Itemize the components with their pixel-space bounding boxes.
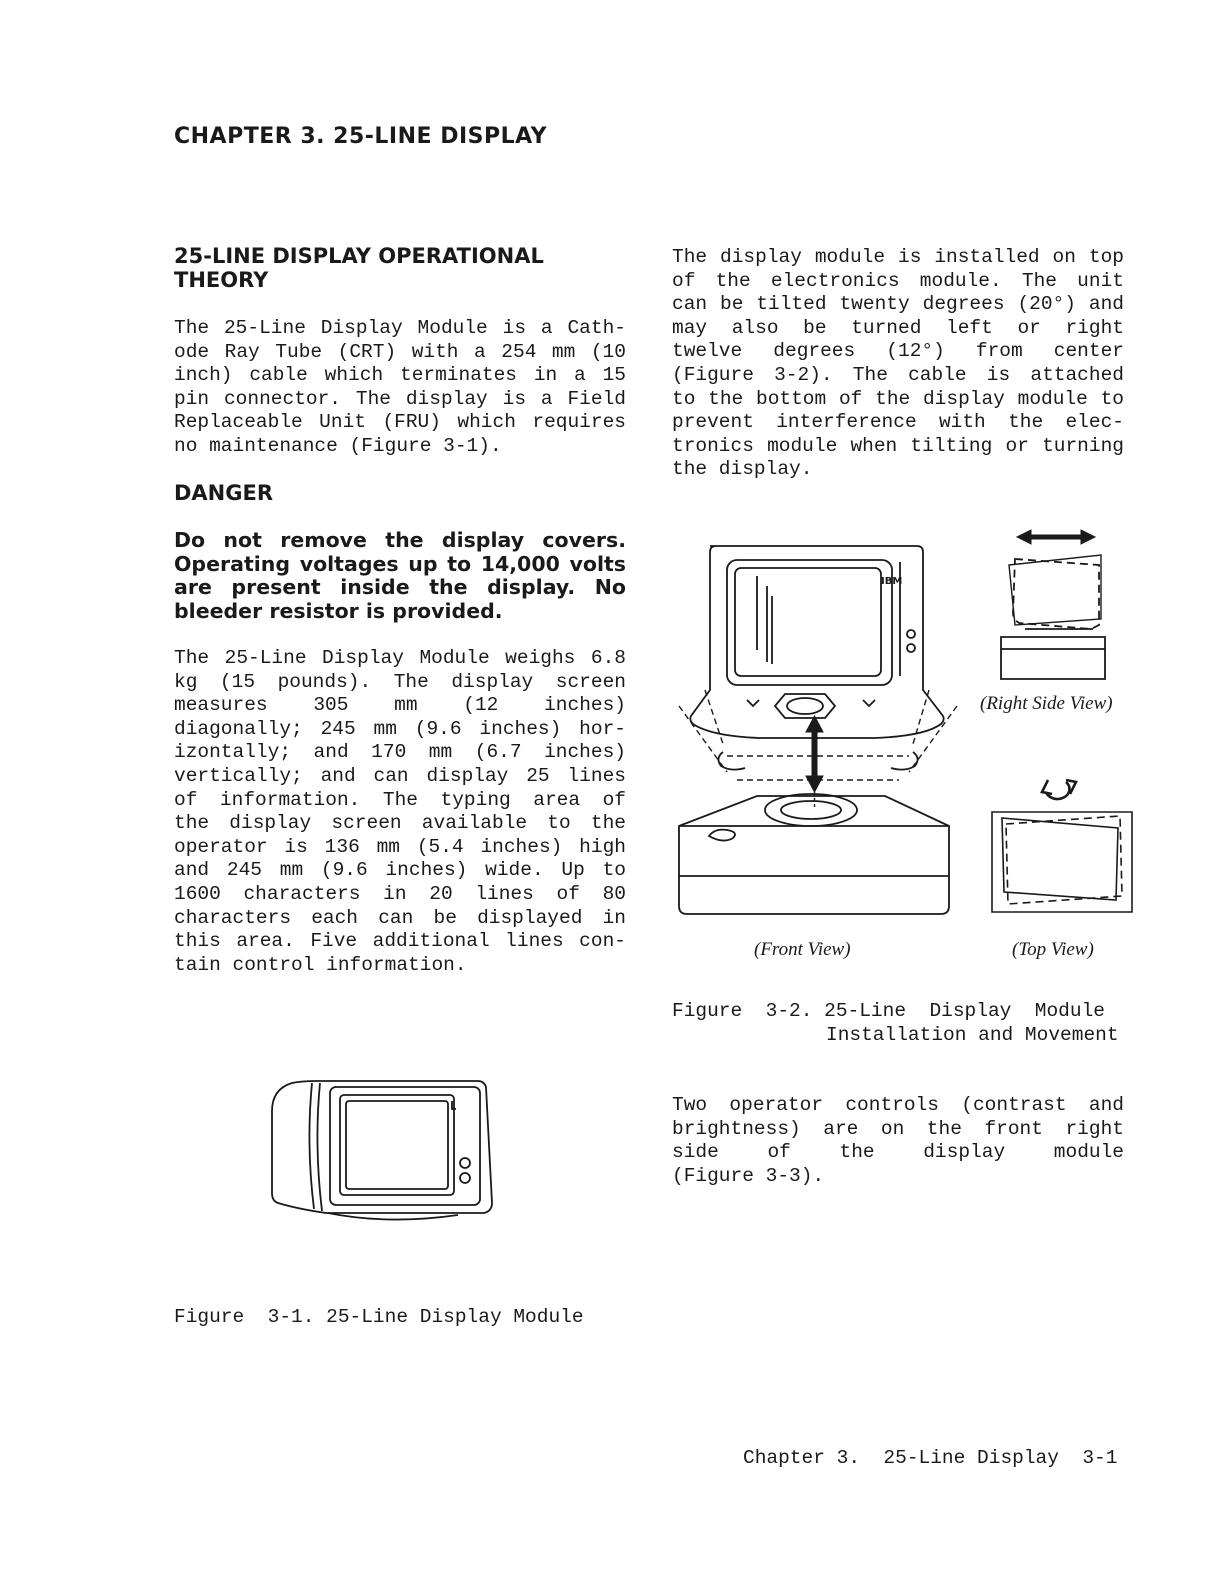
paragraph-display-specifications — [174, 647, 626, 977]
figure-3-1-caption: Figure 3-1. 25-Line Display Module — [174, 1306, 584, 1328]
text-line: no maintenance (Figure 3-1). — [174, 434, 502, 457]
text-line: kg (15 pounds). The display screen — [174, 670, 626, 693]
text-line: prevent interference with the elec- — [672, 411, 1124, 434]
figure-3-2-top-view — [988, 772, 1138, 918]
danger-heading: DANGER — [174, 481, 274, 505]
text-line: Do not remove the display covers. — [174, 528, 626, 552]
text-line: bleeder resistor is provided. — [174, 598, 503, 623]
text-line: of information. The typing area of — [174, 788, 626, 811]
text-line: are present inside the display. No — [174, 575, 626, 600]
text-line: izontally; and 170 mm (6.7 inches) — [174, 741, 626, 764]
text-line: twelve degrees (12°) from center — [672, 340, 1124, 363]
text-line: may also be turned left or right — [672, 316, 1124, 339]
section-title-line-2: THEORY — [174, 268, 269, 292]
text-line: Two operator controls (contrast and — [672, 1094, 1124, 1116]
text-line: of the electronics module. The unit — [672, 269, 1124, 292]
caption-line-2: Installation and Movement — [826, 1023, 1119, 1046]
text-line: Replaceable Unit (FRU) which requires — [174, 411, 626, 434]
paragraph-installation — [672, 246, 1124, 482]
text-line: measures 305 mm (12 inches) — [174, 694, 626, 717]
text-line: (Figure 3-2). The cable is attached — [672, 363, 1124, 386]
section-title — [174, 244, 634, 292]
text-line: the display. — [672, 458, 813, 481]
danger-warning-text — [174, 529, 626, 623]
right-side-view-label: (Right Side View) — [980, 693, 1113, 714]
text-line: The 25-Line Display Module weighs 6.8 — [174, 647, 626, 669]
text-line: this area. Five additional lines con- — [174, 930, 626, 953]
paragraph-operator-controls — [672, 1094, 1124, 1188]
text-line: The 25-Line Display Module is a Cath- — [174, 317, 626, 339]
text-line: brightness) are on the front right — [672, 1117, 1124, 1140]
top-view-label: (Top View) — [1012, 939, 1094, 960]
text-line: and 245 mm (9.6 inches) wide. Up to — [174, 859, 626, 882]
text-line: Operating voltages up to 14,000 volts — [174, 551, 626, 576]
text-line: can be tilted twenty degrees (20°) and — [672, 293, 1124, 316]
text-line: the display screen available to the — [174, 812, 626, 835]
caption-line-1: Figure 3-2. 25-Line Display Module — [672, 1000, 1105, 1022]
text-line: pin connector. The display is a Field — [174, 387, 626, 410]
page-footer: Chapter 3. 25-Line Display 3-1 — [743, 1447, 1118, 1469]
section-title-line-1: 25-LINE DISPLAY OPERATIONAL — [174, 244, 544, 268]
figure-3-2-caption — [672, 1000, 1119, 1047]
chapter-title: CHAPTER 3. 25-LINE DISPLAY — [174, 124, 548, 149]
text-line: tain control information. — [174, 953, 467, 976]
text-line: vertically; and can display 25 lines — [174, 764, 626, 787]
figure-3-1-display-module — [268, 1075, 493, 1225]
text-line: characters each can be displayed in — [174, 906, 626, 929]
paragraph-crt-description — [174, 317, 626, 459]
ibm-logo-text: IBM — [881, 576, 903, 587]
figure-3-2-front-view — [675, 540, 960, 920]
text-line: (Figure 3-3). — [672, 1164, 825, 1187]
front-view-label: (Front View) — [754, 939, 851, 960]
text-line: operator is 136 mm (5.4 inches) high — [174, 835, 626, 858]
text-line: tronics module when tilting or turning — [672, 434, 1124, 457]
figure-3-2-right-side-view — [995, 525, 1115, 685]
text-line: to the bottom of the display module to — [672, 387, 1124, 410]
text-line: inch) cable which terminates in a 15 — [174, 364, 626, 387]
text-line: The display module is installed on top — [672, 246, 1124, 268]
text-line: side of the display module — [672, 1141, 1124, 1164]
text-line: diagonally; 245 mm (9.6 inches) hor- — [174, 717, 626, 740]
text-line: 1600 characters in 20 lines of 80 — [174, 882, 626, 905]
text-line: ode Ray Tube (CRT) with a 254 mm (10 — [174, 340, 626, 363]
